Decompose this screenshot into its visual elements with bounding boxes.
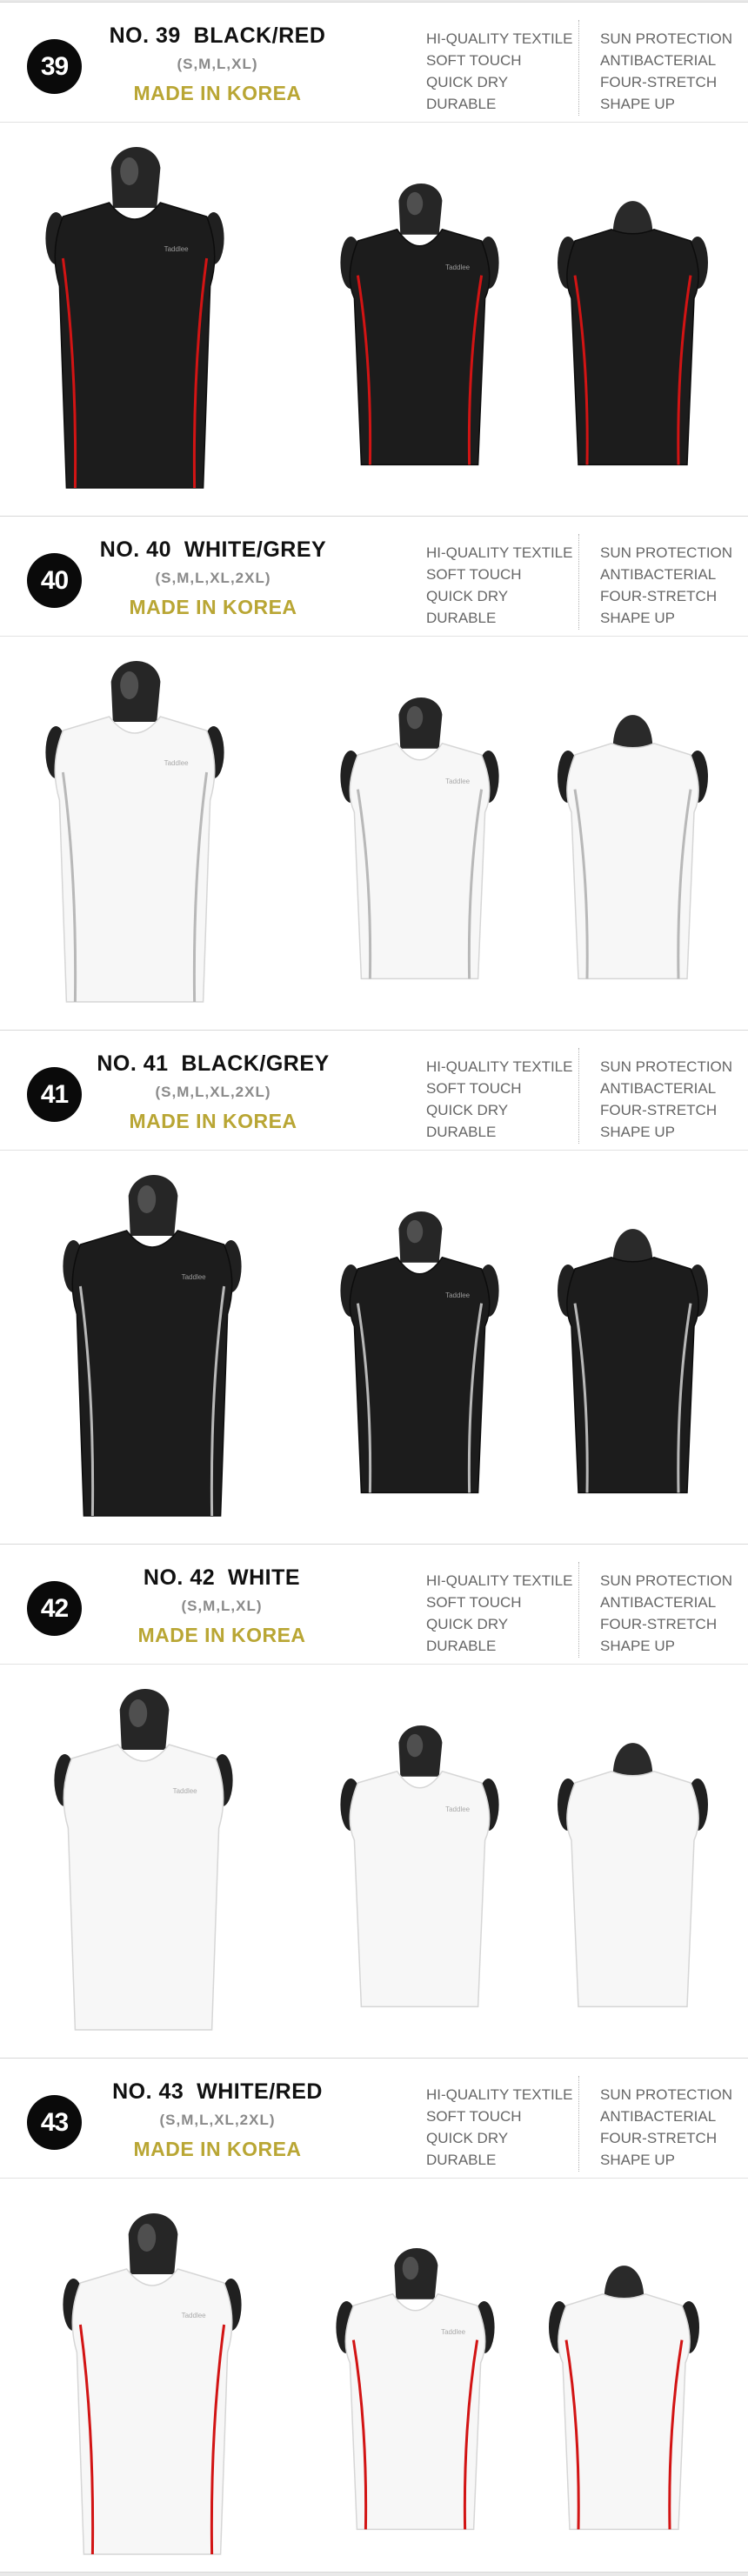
title-block xyxy=(78,2079,357,2161)
product-title: NO. 41 BLACK/GREY xyxy=(97,1051,330,1076)
title-block xyxy=(74,537,352,619)
mannequin-highlight xyxy=(407,1220,424,1243)
feature-item: FOUR-STRETCH xyxy=(600,588,718,604)
features-left xyxy=(426,1570,572,1657)
feature-item: HI-QUALITY TEXTILE xyxy=(426,30,573,47)
feature-item: SOFT TOUCH xyxy=(426,2108,522,2125)
shirt-back-view xyxy=(557,184,709,470)
product-photos xyxy=(0,637,748,1030)
mannequin-highlight xyxy=(137,1185,156,1213)
feature-item: DURABLE xyxy=(426,2152,497,2168)
mannequin-highlight xyxy=(407,706,424,729)
features-left xyxy=(426,1056,572,1143)
mannequin-neck xyxy=(613,201,653,237)
feature-divider xyxy=(578,2076,580,2172)
product-sizes: (S,M,L,XL,2XL) xyxy=(159,2112,276,2128)
feature-item: FOUR-STRETCH xyxy=(600,2130,718,2146)
title-block xyxy=(78,23,357,105)
product-card-39 xyxy=(0,2,748,517)
product-sizes: (S,M,L,XL,2XL) xyxy=(155,1084,271,1100)
feature-item: SOFT TOUCH xyxy=(426,566,522,583)
shirt-angle-view xyxy=(52,1689,235,2037)
product-number-badge: 41 xyxy=(27,1067,82,1122)
feature-item: SHAPE UP xyxy=(600,1638,675,1654)
made-in-label: MADE IN KOREA xyxy=(137,1624,306,1646)
product-title: NO. 39 BLACK/RED xyxy=(109,23,326,48)
feature-item: DURABLE xyxy=(426,610,497,626)
shirt-angle-view xyxy=(43,147,226,495)
feature-item: ANTIBACTERIAL xyxy=(600,2108,717,2125)
product-header xyxy=(0,1031,748,1151)
shirt-body xyxy=(55,203,214,488)
feature-divider xyxy=(578,1048,580,1144)
shirt-back-view xyxy=(548,2248,700,2535)
features-right xyxy=(600,1056,732,1143)
title-block xyxy=(74,1051,352,1133)
feature-item: QUICK DRY xyxy=(426,1616,509,1632)
shirt-front-view xyxy=(339,1211,500,1498)
feature-item: SUN PROTECTION xyxy=(600,544,733,561)
product-photos xyxy=(0,1665,748,2058)
shirt-body xyxy=(72,2269,231,2554)
feature-item: QUICK DRY xyxy=(426,74,509,90)
feature-item: HI-QUALITY TEXTILE xyxy=(426,544,573,561)
feature-item: DURABLE xyxy=(426,96,497,112)
made-in-label: MADE IN KOREA xyxy=(133,2138,302,2160)
shirt-body xyxy=(55,717,214,1002)
feature-item: DURABLE xyxy=(426,1638,497,1654)
feature-item: FOUR-STRETCH xyxy=(600,74,718,90)
mannequin-highlight xyxy=(120,671,138,699)
brand-logo: Taddlee xyxy=(445,1805,471,1813)
brand-logo: Taddlee xyxy=(164,245,189,253)
feature-item: QUICK DRY xyxy=(426,1102,509,1118)
feature-item: ANTIBACTERIAL xyxy=(600,1594,717,1611)
product-photos xyxy=(0,2179,748,2572)
shirt-angle-view xyxy=(61,2213,244,2561)
shirt-back-view xyxy=(557,1725,709,2012)
mannequin-highlight xyxy=(120,157,138,185)
product-header xyxy=(0,517,748,637)
mannequin-highlight xyxy=(403,2257,419,2279)
shirt-front-view xyxy=(335,2248,496,2535)
product-card-42 xyxy=(0,1544,748,2059)
feature-item: SOFT TOUCH xyxy=(426,52,522,69)
brand-logo: Taddlee xyxy=(445,264,471,271)
shirt-back-view xyxy=(557,697,709,984)
brand-logo: Taddlee xyxy=(164,759,189,767)
feature-item: HI-QUALITY TEXTILE xyxy=(426,1058,573,1075)
shirt-angle-view xyxy=(43,661,226,1009)
product-title: NO. 42 WHITE xyxy=(143,1565,301,1590)
product-header xyxy=(0,3,748,123)
product-header xyxy=(0,2059,748,2179)
feature-item: SOFT TOUCH xyxy=(426,1594,522,1611)
shirt-body xyxy=(567,1772,698,2007)
product-sizes: (S,M,L,XL) xyxy=(181,1598,263,1614)
feature-item: QUICK DRY xyxy=(426,2130,509,2146)
product-photos xyxy=(0,1151,748,1544)
feature-item: ANTIBACTERIAL xyxy=(600,566,717,583)
shirt-body xyxy=(72,1231,231,1516)
features-left xyxy=(426,542,572,629)
feature-item: SHAPE UP xyxy=(600,610,675,626)
mannequin-neck xyxy=(613,715,653,751)
product-sizes: (S,M,L,XL) xyxy=(177,56,258,72)
features-right xyxy=(600,28,732,115)
brand-logo: Taddlee xyxy=(181,2312,206,2319)
feature-item: SUN PROTECTION xyxy=(600,1058,733,1075)
feature-item: SUN PROTECTION xyxy=(600,30,733,47)
mannequin-highlight xyxy=(129,1699,147,1727)
product-card-41 xyxy=(0,1030,748,1545)
feature-item: SOFT TOUCH xyxy=(426,1080,522,1097)
feature-item: HI-QUALITY TEXTILE xyxy=(426,2086,573,2103)
feature-item: QUICK DRY xyxy=(426,588,509,604)
shirt-body xyxy=(63,1745,223,2030)
mannequin-neck xyxy=(613,1229,653,1265)
product-header xyxy=(0,1545,748,1665)
shirt-front-view xyxy=(339,1725,500,2012)
feature-item: SHAPE UP xyxy=(600,1124,675,1140)
mannequin-neck xyxy=(604,2266,644,2301)
made-in-label: MADE IN KOREA xyxy=(129,1110,297,1132)
product-photos xyxy=(0,123,748,516)
features-right xyxy=(600,1570,732,1657)
brand-logo: Taddlee xyxy=(181,1273,206,1281)
title-block xyxy=(83,1565,361,1647)
feature-item: FOUR-STRETCH xyxy=(600,1102,718,1118)
features-left xyxy=(426,2084,572,2171)
feature-divider xyxy=(578,20,580,116)
product-number-badge: 42 xyxy=(27,1581,82,1636)
made-in-label: MADE IN KOREA xyxy=(133,82,302,104)
feature-item: FOUR-STRETCH xyxy=(600,1616,718,1632)
made-in-label: MADE IN KOREA xyxy=(129,596,297,618)
product-title: NO. 40 WHITE/GREY xyxy=(99,537,327,562)
product-number-badge: 40 xyxy=(27,553,82,608)
shirt-front-view xyxy=(339,697,500,984)
shirt-front-view xyxy=(339,184,500,470)
brand-logo: Taddlee xyxy=(445,777,471,785)
feature-item: SUN PROTECTION xyxy=(600,1572,733,1589)
product-title: NO. 43 WHITE/RED xyxy=(112,2079,323,2104)
feature-divider xyxy=(578,1562,580,1658)
mannequin-highlight xyxy=(407,1734,424,1757)
mannequin-neck xyxy=(613,1743,653,1779)
features-right xyxy=(600,2084,732,2171)
product-sizes: (S,M,L,XL,2XL) xyxy=(155,570,271,586)
feature-divider xyxy=(578,534,580,630)
features-left xyxy=(426,28,572,115)
product-number-badge: 43 xyxy=(27,2095,82,2150)
feature-item: ANTIBACTERIAL xyxy=(600,52,717,69)
brand-logo: Taddlee xyxy=(172,1787,197,1795)
feature-item: ANTIBACTERIAL xyxy=(600,1080,717,1097)
feature-item: HI-QUALITY TEXTILE xyxy=(426,1572,573,1589)
feature-item: SHAPE UP xyxy=(600,2152,675,2168)
mannequin-highlight xyxy=(407,192,424,215)
product-number-badge: 39 xyxy=(27,39,82,94)
shirt-back-view xyxy=(557,1211,709,1498)
feature-item: DURABLE xyxy=(426,1124,497,1140)
feature-item: SUN PROTECTION xyxy=(600,2086,733,2103)
mannequin-highlight xyxy=(137,2224,156,2252)
brand-logo: Taddlee xyxy=(445,1291,471,1299)
product-card-40 xyxy=(0,516,748,1031)
shirt-angle-view xyxy=(61,1175,244,1523)
product-card-43 xyxy=(0,2058,748,2573)
brand-logo: Taddlee xyxy=(441,2328,466,2336)
features-right xyxy=(600,542,732,629)
feature-item: SHAPE UP xyxy=(600,96,675,112)
